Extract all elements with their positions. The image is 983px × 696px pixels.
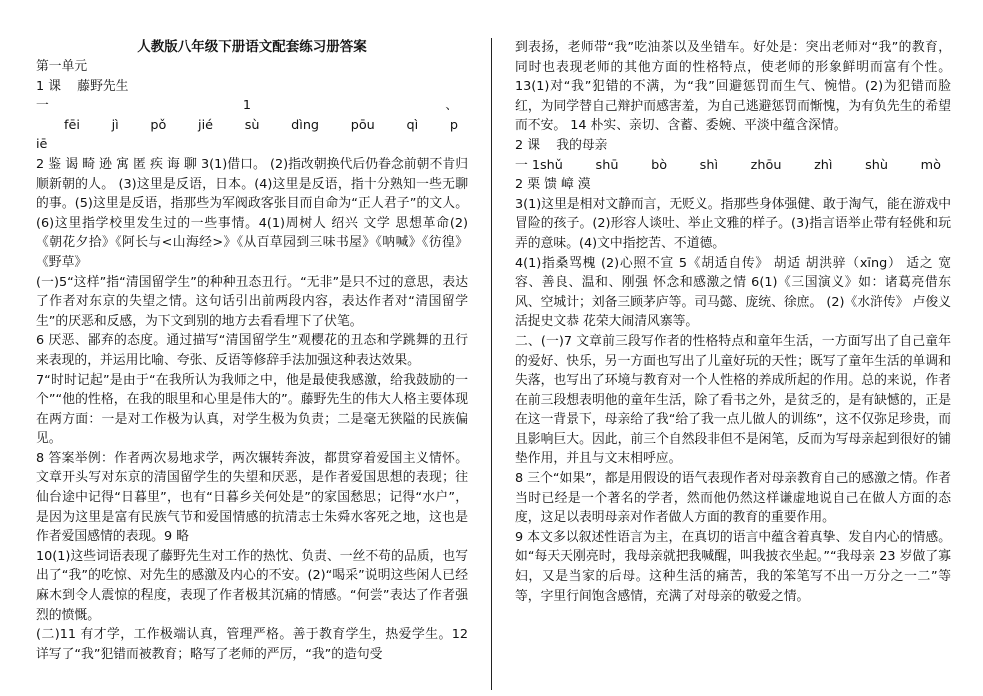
pinyin-marks-row bbox=[36, 96, 468, 116]
answer-paragraph: (一)5“这样”指“清国留学生”的种种丑态丑行。“无非”是只不过的意思，表达了作者对东京的失望之情。这句话引出前两段内容，表达作者对“清国留学生”的厌恶和反感，为下文到别的地方去看看埋下了伏笔。 bbox=[36, 274, 468, 329]
pinyin-item: shū bbox=[595, 157, 619, 173]
answer-paragraph: 3(1)这里是相对文静而言，无贬义。指那些身体强健、敢于淘气，能在游戏中冒险的孩子。(2)形容人谈吐、举止文雅的样子。(3)指言语举止带有轻佻和玩弄的意味。(4)文中指挖苦、不道德。 bbox=[515, 196, 951, 251]
lesson-2-heading: 2 课 我的母亲 bbox=[515, 137, 608, 153]
pinyin-item: qì bbox=[406, 117, 419, 133]
unit-heading: 第一单元 bbox=[36, 59, 88, 74]
pinyin-item: zhì bbox=[814, 157, 833, 173]
column-divider bbox=[491, 38, 492, 690]
pinyin-item: jié bbox=[198, 117, 214, 133]
pinyin-item: pōu bbox=[350, 117, 375, 133]
pinyin-item: zhōu bbox=[750, 157, 782, 173]
right-column bbox=[515, 38, 951, 693]
answer-paragraph: 10(1)这些词语表现了藤野先生对工作的热忱、负责、一丝不苟的品质，也写出了“我”的吃惊、对先生的感激及内心的不安。(2)“喝采”说明这些闲人已经麻木到令人震惊的程度，表现了作者极其沉痛的情感。“何尝”表达了作者强烈的愤慨。 bbox=[36, 548, 468, 623]
answer-paragraph: 到表扬，老师带“我”吃油茶以及坐错车。好处是：突出老师对“我”的教育，同时也表现老师的其他方面的性格特点，使老师的形象鲜明而富有个性。13(1)对“我”犯错的不满，为“我”回避惩罚而生气、惋惜。(2)为犯错而脸红，为同学替自己辩护而感害羞，为自己逃避惩罚而惭愧，为有负先生的希望而不安。 14 朴实、亲切、含蓄、委婉、平淡中蕴含深情。 bbox=[515, 40, 951, 134]
answer-paragraph: 8 三个“如果”，都是用假设的语气表现作者对母亲教育自己的感激之情。作者当时已经是一个著名的学者，然而他仍然这样谦虚地说自己在做人方面的态度，这足以表明母亲对作者做人方面的教育的重要作用。 bbox=[515, 471, 951, 526]
pinyin-item: fēi bbox=[64, 117, 80, 133]
answer-paragraph: 7“时时记起”是由于“在我所认为我师之中，他是最使我感激，给我鼓励的一个”“他的性格，在我的眼里和心里是伟大的”。藤野先生的伟大人格主要体现在两方面：一是对工作极为认真，对学生极为负责；二是毫无狭隘的民族偏见。 bbox=[36, 372, 468, 447]
pinyin-item: jì bbox=[111, 117, 119, 133]
pinyin-mark: 、 bbox=[445, 98, 458, 114]
lesson-1-heading: 1 课 藤野先生 bbox=[36, 78, 129, 94]
pinyin-item: p bbox=[449, 117, 458, 133]
pinyin-item: sù bbox=[244, 117, 260, 133]
pinyin-item: dìng bbox=[291, 117, 320, 133]
answer-paragraph: 8 答案举例：作者两次易地求学，两次辗转奔波，都贯穿着爱国主义情怀。文章开头写对东京的清国留学生的失望和厌恶，是作者爱国思想的表现；往仙台途中记得“日暮里”，也有“日暮乡关何处是”的家国愁思；记得“水户”，是因为这里是富有民族气节和爱国情感的抗清志士朱舜水客死之地，这也是作者爱国感情的表现。9 略 bbox=[36, 450, 468, 545]
pinyin-mark: 1 bbox=[242, 98, 252, 114]
answer-paragraph: 9 本文多以叙述性语言为主，在真切的语言中蕴含着真挚、发自内心的情感。如“每天天刚亮时，我母亲就把我喊醒，叫我披衣坐起。”“我母亲 23 岁做了寡妇，又是当家的后母。这种生活的痛苦，我的笨笔写不出一万分之一二”等等，字里行间饱含感情，充满了对母亲的敬爱之情。 bbox=[515, 529, 951, 604]
answer-paragraph: (二)11 有才学，工作极端认真，管理严格。善于教育学生，热爱学生。12 详写了“我”犯错而被教育；略写了老师的严厉，“我”的造句受 bbox=[36, 627, 468, 662]
pinyin-item: pǒ bbox=[150, 117, 167, 133]
pinyin-item: mò bbox=[920, 157, 941, 173]
pinyin-mark: 一 bbox=[36, 98, 49, 114]
pinyin-tail: iē bbox=[36, 137, 48, 153]
pinyin-row-2 bbox=[515, 156, 951, 176]
document-title: 人教版八年级下册语文配套练习册答案 bbox=[137, 39, 367, 55]
answer-paragraph: 2 栗 馈 嶂 漠 bbox=[515, 177, 591, 193]
pinyin-item: shù bbox=[865, 157, 888, 173]
answer-paragraph: 2 鉴 谒 畸 逊 寓 匿 疾 诲 聊 3(1)借口。 (2)指改朝换代后仍眷念前朝不肯归顺新朝的人。 (3)这里是反语，日本。(4)这里是反语，指十分熟知一些无聊的事。(5)这里是反语，指那些为军阀政客张目而自命为“正人君子”的文人。(6)这里指学校里发生过的一些事情。4(1)周树人 绍兴 文学 思想革命(2)《朝花夕拾》《阿长与<山海经>》《从百草园到三味书屋》《呐喊》《彷徨》《野草》 bbox=[36, 156, 468, 270]
pinyin-item: bò bbox=[651, 157, 668, 173]
answer-paragraph: 二、(一)7 文章前三段写作者的性格特点和童年生活，一方面写出了自己童年的爱好、快乐，另一方面也写出了儿童好玩的天性；既写了童年生活的单调和失落，也写出了环境与教育对一个人性格的养成所起的作用。总的来说，作者在前三段想表明他的童年生活，除了看书之外，是贫乏的，是有缺憾的，正是在这一背景下，母亲给了我“给了我一点儿做人的训练”，这不仅弥足珍贵，而且影响巨大。因此，前三个自然段非但不是闲笔，反而为写母亲起到很好的铺垫作用，并且与文末相呼应。 bbox=[515, 333, 951, 467]
pinyin-item: shì bbox=[699, 157, 719, 173]
answer-paragraph: 4(1)指桑骂槐 (2)心照不宣 5《胡适自传》 胡适 胡洪骍（xīng） 适之 宽容、善良、温和、刚强 怀念和感激之情 6(1)《三国演义》如：诸葛亮借东风、空城计；刘备三顾茅庐等。司马懿、庞统、徐庶。 (2)《水浒传》 卢俊义活捉史文恭 花荣大闹清风寨等。 bbox=[515, 255, 951, 330]
left-column bbox=[36, 38, 468, 693]
answer-paragraph: 6 厌恶、鄙弃的态度。通过描写“清国留学生”观樱花的丑态和学跳舞的丑行来表现的，并运用比喻、夸张、反语等修辞手法加强这种表达效果。 bbox=[36, 333, 468, 368]
pinyin-item: 一 1shǔ bbox=[515, 157, 563, 173]
pinyin-row bbox=[36, 116, 468, 136]
